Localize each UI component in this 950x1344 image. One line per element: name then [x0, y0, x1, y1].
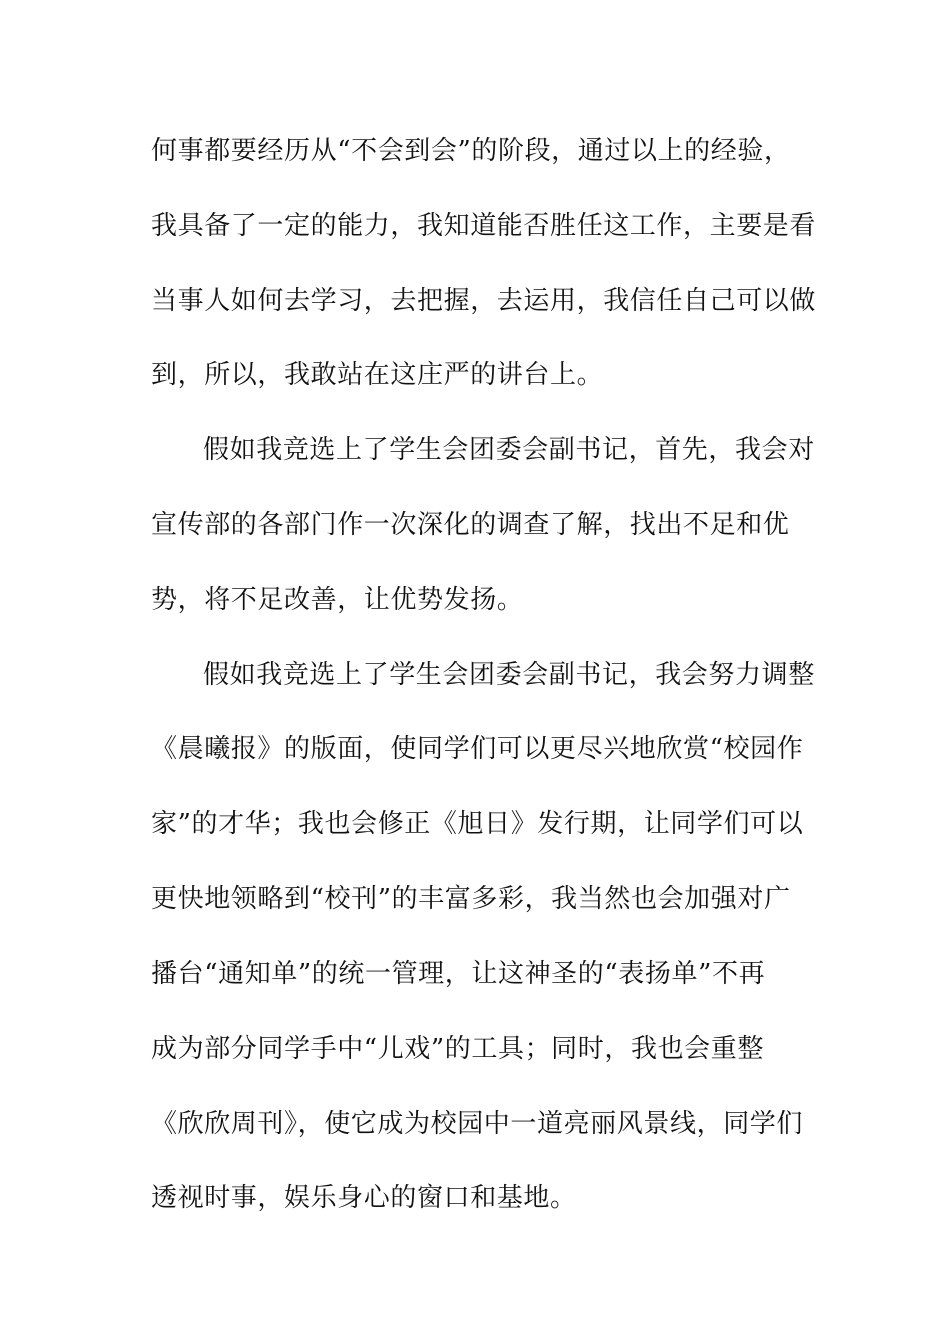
- text-line: 到，所以，我敢站在这庄严的讲台上。: [151, 360, 604, 390]
- text-line: 透视时事，娱乐身心的窗口和基地。: [151, 1183, 577, 1213]
- paragraph-start-line: 假如我竞选上了学生会团委会副书记，我会努力调整: [203, 660, 815, 690]
- text-line: 宣传部的各部门作一次深化的调查了解，找出不足和优: [151, 510, 790, 540]
- text-line: 播台“通知单”的统一管理，让这神圣的“表扬单”不再: [151, 959, 766, 989]
- text-line: 我具备了一定的能力，我知道能否胜任这工作，主要是看: [151, 211, 817, 241]
- text-line: 当事人如何去学习，去把握，去运用，我信任自己可以做: [151, 286, 817, 316]
- text-line: 《欣欣周刊》，使它成为校园中一道亮丽风景线，同学们: [151, 1109, 804, 1139]
- text-line: 何事都要经历从“不会到会”的阶段，通过以上的经验，: [151, 136, 791, 166]
- text-line: 更快地领略到“校刊”的丰富多彩，我当然也会加强对广: [151, 884, 791, 914]
- text-line: 家”的才华；我也会修正《旭日》发行期，让同学们可以: [151, 809, 804, 839]
- text-line: 势，将不足改善，让优势发扬。: [151, 585, 524, 615]
- text-line: 《晨曦报》的版面，使同学们可以更尽兴地欣赏“校园作: [151, 734, 804, 764]
- text-line: 成为部分同学手中“儿戏”的工具；同时，我也会重整: [151, 1034, 764, 1064]
- paragraph-start-line: 假如我竞选上了学生会团委会副书记，首先，我会对: [203, 435, 815, 465]
